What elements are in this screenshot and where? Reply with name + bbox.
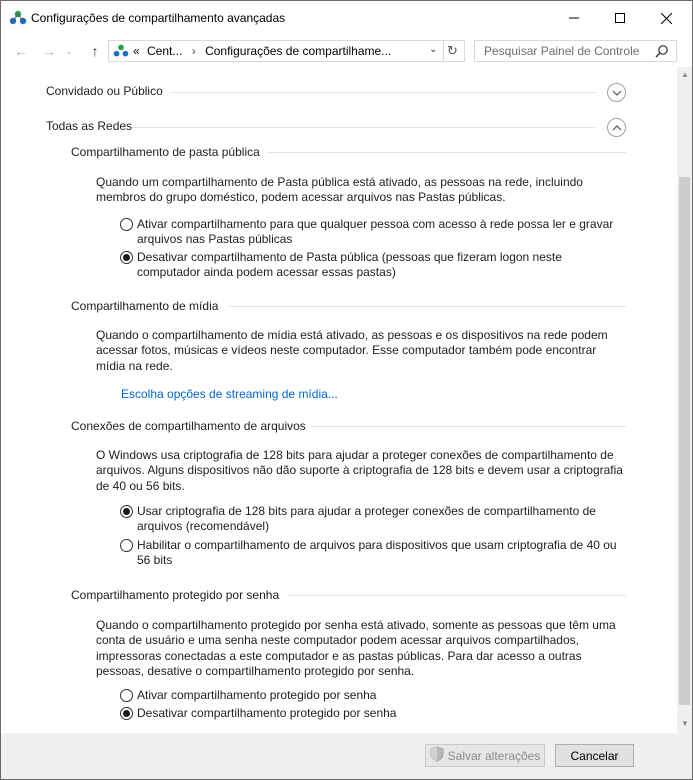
breadcrumb-separator-icon[interactable]: ›	[191, 44, 196, 58]
search-icon[interactable]	[655, 44, 669, 61]
radio-label[interactable]: Ativar compartilhamento protegido por senha	[137, 688, 377, 702]
maximize-button[interactable]	[597, 1, 643, 35]
section-divider	[228, 306, 626, 307]
radio-button[interactable]	[120, 689, 133, 702]
address-dropdown-icon[interactable]: ⌄	[429, 44, 438, 55]
refresh-icon[interactable]: ↻	[447, 43, 458, 58]
minimize-icon	[569, 13, 579, 23]
radio-label[interactable]: Desativar compartilhamento protegido por senha	[137, 706, 397, 720]
arrow-up-icon: ↑	[91, 43, 99, 59]
vertical-scrollbar[interactable]	[677, 67, 692, 733]
settings-content	[1, 67, 677, 733]
cancel-label: Cancelar	[570, 748, 619, 763]
chevron-down-icon	[612, 90, 622, 96]
group-guest-public-label[interactable]: Convidado ou Público	[46, 84, 163, 98]
radio-enable-public-folder[interactable]	[120, 217, 630, 249]
collapse-group-button[interactable]	[607, 118, 626, 137]
breadcrumb	[133, 44, 391, 58]
arrow-right-icon: →	[42, 43, 56, 59]
radio-label[interactable]: Habilitar o compartilhamento de arquivos para dispositivos que usam criptografia de 40 ou 56 bits	[137, 538, 617, 568]
section-title-media: Compartilhamento de mídia	[71, 299, 219, 313]
arrow-left-icon: ←	[14, 43, 28, 59]
radio-button[interactable]	[120, 707, 133, 720]
group-all-networks-label[interactable]: Todas as Redes	[46, 119, 133, 133]
cancel-button[interactable]	[555, 744, 634, 767]
back-button[interactable]	[11, 41, 31, 61]
scroll-up-icon[interactable]: ▲	[681, 70, 689, 79]
media-streaming-link[interactable]: Escolha opções de streaming de mídia...	[121, 387, 338, 401]
section-title-file-sharing: Conexões de compartilhamento de arquivos	[71, 419, 306, 433]
section-description: Quando o compartilhamento de mídia está ativado, as pessoas e os dispositivos na rede podem acessar fotos, músicas e vídeos neste computador. Esse computador também pode encontrar mídia na rede.	[96, 328, 608, 373]
forward-button[interactable]	[39, 41, 59, 61]
scrollbar-thumb[interactable]	[679, 177, 690, 705]
recent-locations-button[interactable]	[63, 41, 75, 61]
section-title-password-sharing: Compartilhamento protegido por senha	[71, 588, 280, 602]
radio-label[interactable]: Desativar compartilhamento de Pasta pública (pessoas que fizeram logon neste computador ainda podem acessar essas pastas)	[137, 250, 562, 280]
radio-disable-password-sharing[interactable]	[120, 706, 630, 723]
maximize-icon	[615, 13, 625, 23]
section-description: Quando um compartilhamento de Pasta pública está ativado, as pessoas na rede, incluindo membros do grupo doméstico, podem acessar arquivos nas Pastas públicas.	[96, 175, 583, 205]
group-divider	[132, 127, 596, 128]
breadcrumb-item[interactable]: Cent...	[147, 44, 183, 58]
section-divider	[267, 152, 626, 153]
radio-label[interactable]: Usar criptografia de 128 bits para ajudar a proteger conexões de compartilhamento de arquivos (recomendável)	[137, 504, 596, 534]
dialog-footer	[1, 733, 692, 779]
expand-group-button[interactable]	[607, 83, 626, 102]
title-bar	[1, 1, 692, 35]
network-sharing-icon	[113, 43, 129, 59]
radio-disable-public-folder[interactable]	[120, 250, 630, 282]
search-placeholder: Pesquisar Painel de Controle	[484, 44, 640, 58]
navigation-bar	[1, 35, 692, 67]
network-sharing-icon	[9, 10, 27, 26]
window-title: Configurações de compartilhamento avançadas	[31, 11, 286, 25]
radio-button[interactable]	[120, 218, 133, 231]
address-divider	[443, 41, 444, 61]
chevron-up-icon	[612, 125, 622, 131]
scroll-down-icon[interactable]: ▼	[681, 719, 689, 728]
search-input[interactable]	[474, 40, 677, 62]
radio-40-56bit-encryption[interactable]	[120, 538, 630, 570]
save-changes-button[interactable]	[425, 744, 545, 767]
radio-128bit-encryption[interactable]	[120, 504, 630, 536]
section-description: Quando o compartilhamento protegido por senha está ativado, somente as pessoas que têm uma conta de usuário e uma senha neste computador podem acessar arquivos compartilhados, impressoras conectadas a este computador e as pastas públicas. Para dar acesso a outras pessoas, desative o compartilhamento protegido por senha.	[96, 618, 616, 678]
uac-shield-icon	[430, 746, 444, 765]
breadcrumb-item[interactable]: Configurações de compartilhame...	[205, 44, 392, 58]
radio-label[interactable]: Ativar compartilhamento para que qualquer pessoa com acesso à rede possa ler e gravar arquivos nas Pastas públicas	[137, 217, 614, 247]
section-title-public-folder: Compartilhamento de pasta pública	[71, 145, 260, 159]
minimize-button[interactable]	[551, 1, 597, 35]
group-divider	[171, 92, 596, 93]
radio-enable-password-sharing[interactable]	[120, 688, 630, 705]
section-divider	[311, 426, 626, 427]
chevron-down-icon: ⌄	[65, 45, 73, 56]
close-icon	[661, 13, 672, 24]
radio-button[interactable]	[120, 251, 133, 264]
section-description: O Windows usa criptografia de 128 bits para ajudar a proteger conexões de compartilhamento de arquivos. Alguns dispositivos não dão suporte à criptografia de 128 bits e devem usar a criptografia de 40 ou 56 bits.	[96, 448, 623, 493]
breadcrumb-overflow[interactable]: «	[133, 44, 140, 58]
address-bar[interactable]	[108, 40, 465, 62]
save-changes-label: Salvar alterações	[447, 748, 541, 763]
section-divider	[288, 595, 626, 596]
radio-button[interactable]	[120, 505, 133, 518]
close-button[interactable]	[643, 1, 689, 35]
up-button[interactable]	[85, 41, 105, 61]
radio-button[interactable]	[120, 539, 133, 552]
